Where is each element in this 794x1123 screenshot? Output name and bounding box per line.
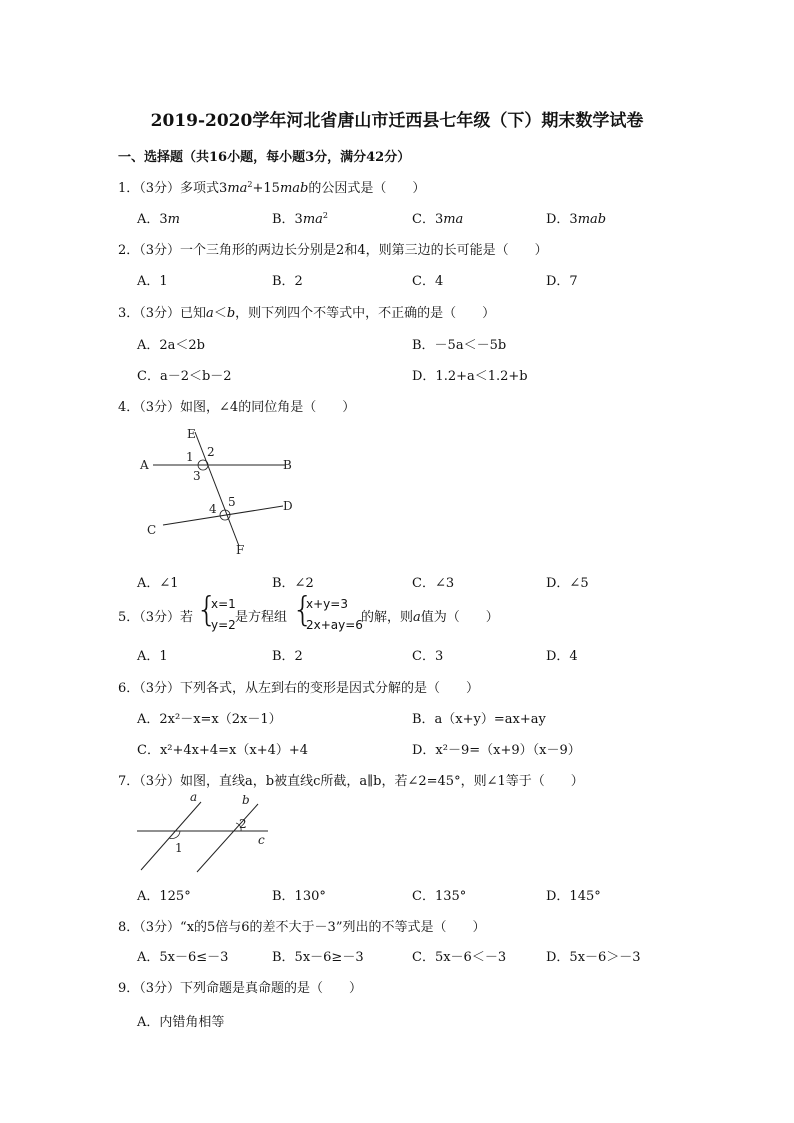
label-a: a bbox=[190, 790, 198, 804]
angle-3: 3 bbox=[193, 469, 201, 483]
section-heading: 一、选择题（共16小题，每小题3分，满分42分） bbox=[118, 150, 411, 165]
q4-option-c: C．∠3 bbox=[412, 576, 455, 591]
question-7: 7．（3分）如图，直线a，b被直线c所截，a∥b，若∠2=45°，则∠1等于（ ） bbox=[118, 774, 584, 789]
q2-option-d: D．7 bbox=[546, 274, 578, 289]
q6-option-b: B．a（x+y）=ax+ay bbox=[412, 712, 546, 727]
q1-option-d: D．3mab bbox=[546, 212, 607, 227]
q3-option-d: D．1.2+a＜1.2+b bbox=[412, 369, 528, 384]
q2-option-a: A．1 bbox=[137, 274, 168, 289]
label-e: E bbox=[187, 427, 196, 441]
q5-prefix: 5．（3分）若 bbox=[118, 610, 194, 625]
q4-figure bbox=[135, 422, 305, 560]
angle-2: 2 bbox=[239, 817, 247, 831]
q7-option-a: A．125° bbox=[137, 889, 191, 904]
q5-brace-1: { bbox=[196, 590, 218, 630]
q1-option-a: A．3m bbox=[137, 212, 180, 227]
q5-system: x+y=3 2x+ay=6 bbox=[306, 597, 363, 632]
q8-option-d: D．5x－6＞－3 bbox=[546, 950, 641, 965]
label-a: A bbox=[140, 458, 149, 472]
question-9: 9．（3分）下列命题是真命题的是（ ） bbox=[118, 981, 363, 996]
line-cd bbox=[163, 506, 283, 525]
question-4: 4．（3分）如图，∠4的同位角是（ ） bbox=[118, 400, 356, 415]
q5-option-d: D．4 bbox=[546, 649, 578, 664]
q5-option-a: A．1 bbox=[137, 649, 168, 664]
label-f: F bbox=[236, 543, 245, 557]
q1-option-b: B．$3ma^2$ bbox=[272, 211, 328, 227]
line-a bbox=[141, 802, 201, 870]
q6-option-c: C．x²+4x+4=x（x+4）+4 bbox=[137, 743, 309, 758]
q5-solution: x=1 y=2 bbox=[211, 597, 236, 632]
q7-figure bbox=[135, 788, 275, 874]
q5-suffix: 的解，则a值为（ ） bbox=[361, 610, 499, 625]
angle-2: 2 bbox=[207, 445, 215, 459]
q3-option-b: B．－5a＜－5b bbox=[412, 338, 507, 353]
q1-option-c: C．3ma bbox=[412, 212, 464, 227]
angle-5: 5 bbox=[228, 495, 236, 509]
q8-option-b: B．5x－6≥－3 bbox=[272, 950, 364, 965]
question-1: 1．（3分）多项式$3ma^2+15mab$的公因式是（ ） bbox=[118, 180, 426, 196]
q8-option-a: A．5x－6≤－3 bbox=[137, 950, 229, 965]
question-2: 2．（3分）一个三角形的两边长分别是2和4，则第三边的长可能是（ ） bbox=[118, 243, 548, 258]
q9-option-a: A．内错角相等 bbox=[137, 1015, 225, 1030]
q5-option-b: B．2 bbox=[272, 649, 303, 664]
q5-option-c: C．3 bbox=[412, 649, 444, 664]
question-8: 8．（3分）“x的5倍与6的差不大于－3”列出的不等式是（ ） bbox=[118, 920, 486, 935]
q4-option-b: B．∠2 bbox=[272, 576, 314, 591]
label-b: B bbox=[283, 458, 292, 472]
q7-option-c: C．135° bbox=[412, 889, 467, 904]
angle-1: 1 bbox=[175, 841, 183, 855]
q8-option-c: C．5x－6＜－3 bbox=[412, 950, 507, 965]
label-c: c bbox=[258, 833, 265, 847]
angle-4: 4 bbox=[209, 502, 217, 516]
q3-option-a: A．2a＜2b bbox=[137, 338, 206, 353]
label-c: C bbox=[147, 523, 157, 537]
angle-1: 1 bbox=[186, 450, 194, 464]
q5-brace-2: { bbox=[292, 590, 314, 630]
question-6: 6．（3分）下列各式，从左到右的变形是因式分解的是（ ） bbox=[118, 681, 480, 696]
line-ef bbox=[195, 432, 239, 546]
q7-option-d: D．145° bbox=[546, 889, 601, 904]
q6-option-d: D．x²－9=（x+9）（x－9） bbox=[412, 743, 581, 758]
q4-option-a: A．∠1 bbox=[137, 576, 179, 591]
q6-option-a: A．2x²－x=x（2x－1） bbox=[137, 712, 282, 727]
q7-option-b: B．130° bbox=[272, 889, 326, 904]
question-3: 3．（3分）已知a＜b，则下列四个不等式中，不正确的是（ ） bbox=[118, 306, 496, 321]
q4-option-d: D．∠5 bbox=[546, 576, 589, 591]
page-title: 2019-2020学年河北省唐山市迁西县七年级（下）期末数学试卷 bbox=[150, 111, 644, 131]
q3-option-c: C．a－2＜b－2 bbox=[137, 369, 232, 384]
q2-option-b: B．2 bbox=[272, 274, 303, 289]
label-d: D bbox=[283, 499, 293, 513]
label-b: b bbox=[242, 793, 250, 807]
q5-mid-text: 是方程组 bbox=[235, 610, 288, 625]
q2-option-c: C．4 bbox=[412, 274, 444, 289]
line-b bbox=[197, 804, 258, 872]
